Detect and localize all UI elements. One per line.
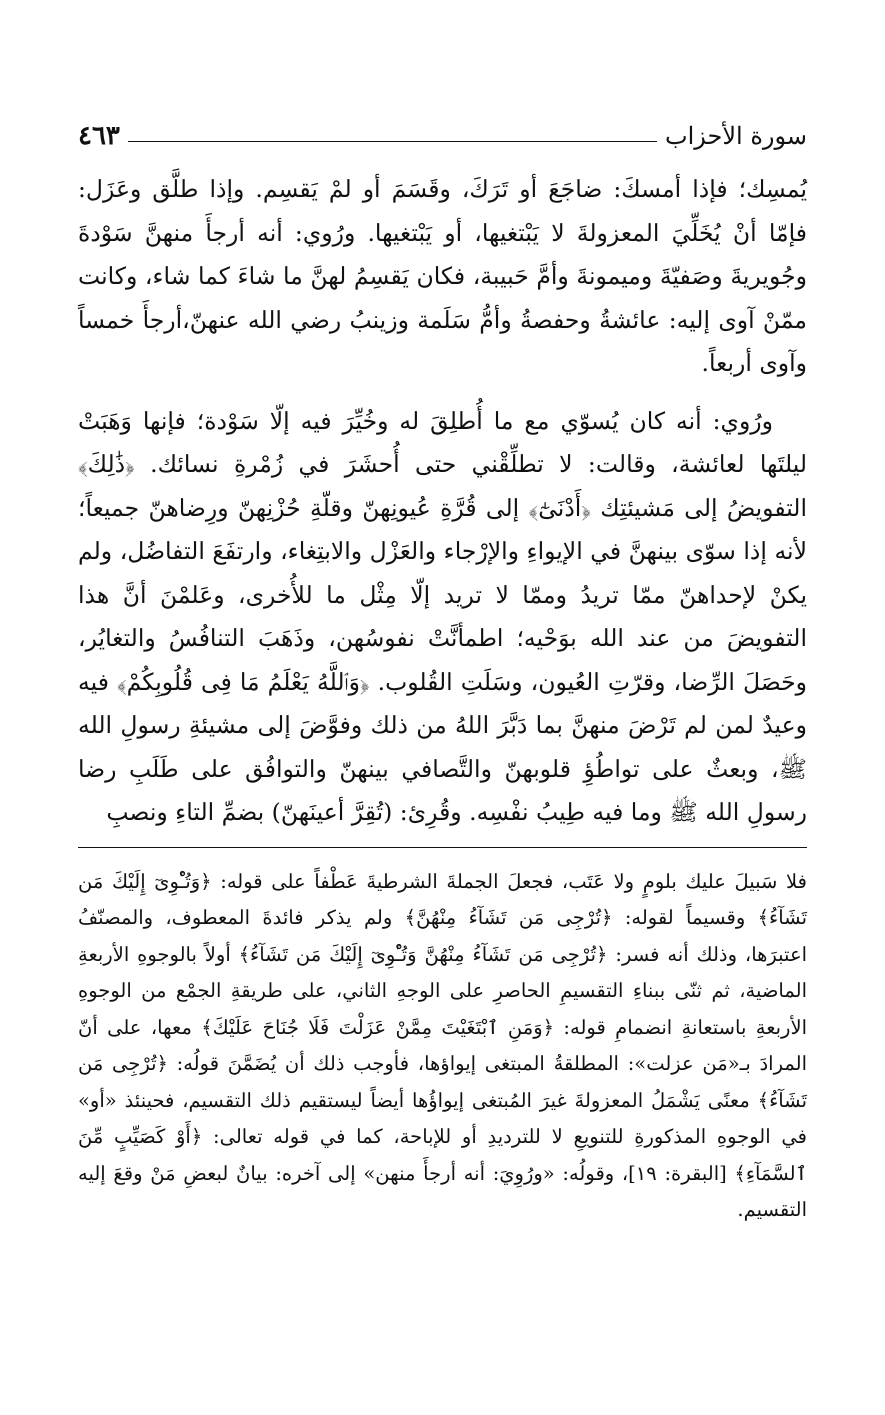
main-text [78,168,807,835]
header-rule [128,141,657,142]
surah-title: سورة الأحزاب [665,122,807,150]
page-number: ٤٦٣ [78,121,120,151]
main-paragraph-2: ورُوي: أنه كان يُسوّي مع ما أُطلِقَ له وخُيِّرَ فيه إلّا سَوْدة؛ فإنها وَهَبَتْ ليلتَها لعائشة، وقالت: لا تطلِّقْني حتى أُحشَرَ في زُمْرةِ نسائك. ﴿ذَٰلِكَ﴾ التفويضُ إلى مَشيئتِك ﴿أَدْنَىٰٓ﴾ إلى قُرَّةِ عُيونِهنّ وقلّةِ حُزْنِهنّ ورِضاهنّ جميعاً؛ لأنه إذا سوّى بينهنَّ في الإيواءِ والإرْجاء والعَزْل والابتِغاء، وارتفَعَ التفاضُل، ولم يكنْ لإحداهنّ ممّا تريدُ وممّا لا تريد إلّا مِثْل ما للأُخرى، وعَلمْنَ أنَّ هذا التفويضَ من عند الله بوَحْيه؛ اطمأنَّتْ نفوسُهن، وذَهَبَ التنافُسُ والتغايُر، وحَصَلَ الرِّضا، وقرّتِ العُيون، وسَلَتِ القُلوب. ﴿وَٱللَّهُ يَعْلَمُ مَا فِى قُلُوبِكُمْ﴾ فيه وعيدٌ لمن لم تَرْضَ منهنَّ بما دَبَّرَ اللهُ من ذلك وفوَّضَ إلى مشيئةِ رسولِ الله ﷺ، وبعثٌ على تواطُؤِ قلوبهنّ والتَّصافي بينهنّ والتوافُق على طَلَبِ رضا رسولِ الله ﷺ وما فيه طِيبُ نفْسِه. وقُرِئ: (تُقِرَّ أعينَهنّ) بضمِّ التاءِ ونصبِ [78,406,807,826]
main-paragraph-1: يُمسِك؛ فإذا أمسكَ: ضاجَعَ أو تَرَكَ، وقَسَمَ أو لمْ يَقسِم. وإذا طلَّق وعَزَل: فإمّا أنْ يُخَلِّيَ المعزولةَ لا يَبْتغيها، أو يَبْتغيها. ورُوي: أنه أرجأَ منهنَّ سَوْدةَ وجُويريةَ وصَفيّةَ وميمونةَ وأمَّ حَبيبة، فكان يَقسِمُ لهنَّ ما شاءَ كما شاء، وكانت ممّنْ آوى إليه: عائشةُ وحفصةُ وأمُّ سَلَمة وزينبُ رضي الله عنهنّ،أرجأَ خمساً وآوى أربعاً. [78,175,807,377]
page-header [78,118,807,154]
footnote-text: فلا سَبيلَ عليك بلومٍ ولا عَتَب، فجعلَ الجملةَ الشرطيةَ عَطْفاً على قوله: ﴿وَتُـْٔوِىٓ إِلَيْكَ مَن تَشَآءُ﴾ وقسيماً لقوله: ﴿تُرْجِى مَن تَشَآءُ مِنْهُنَّ﴾ ولم يذكر فائدةَ المعطوف، والمصنّفُ اعتبرَها، وذلك أنه فسر: ﴿تُرْجِى مَن تَشَآءُ مِنْهُنَّ وَتُـْٔوِىٓ إِلَيْكَ مَن تَشَآءُ﴾ أولاً بالوجوهِ الأربعةِ الماضية، ثم ثنّى ببناءِ التقسيمِ الحاصرِ على الوجهِ الثاني، على طريقةِ الجمْع من الوجوهِ الأربعةِ باستعانةِ انضمامِ قوله: ﴿وَمَنِ ٱبْتَغَيْتَ مِمَّنْ عَزَلْتَ فَلَا جُنَاحَ عَلَيْكَ﴾ معها، على أنّ المرادَ بـ«مَن عزلت»: المطلقةُ المبتغى إيواؤها، فأوجب ذلك أن يُضَمَّنَ قولُه: ﴿تُرْجِى مَن تَشَآءُ﴾ معنًى يَشْمَلُ المعزولةَ غيرَ المُبتغى إيواؤُها أيضاً ليستقيم ذلك التقسيم، فحينئذ «أو» في الوجوهِ المذكورةِ للتنويعِ لا للترديدِ أو للإباحة، كما في قوله تعالى: ﴿أَوْ كَصَيِّبٍ مِّنَ ٱلسَّمَآءِ﴾ [البقرة: ١٩]، وقولُه: «ورُوِيَ: أنه أرجأَ منهن» إلى آخره: بيانٌ لبعضِ مَنْ وقعَ إليه التقسيم. [78,869,807,1221]
footnote-separator [78,847,807,848]
footnote [78,864,807,1229]
